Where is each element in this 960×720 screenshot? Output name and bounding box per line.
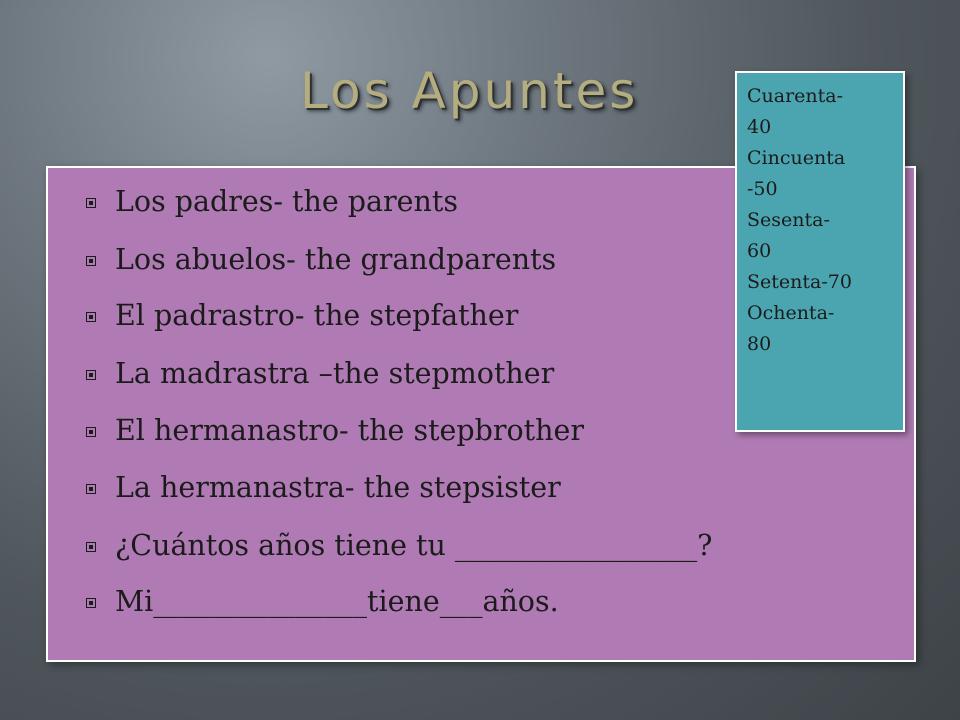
number-line: Cuarenta-: [747, 85, 844, 107]
vocabulary-item: [86, 176, 458, 226]
numbers-box: [735, 71, 905, 432]
square-bullet-icon: [86, 598, 96, 608]
vocabulary-item: [86, 520, 712, 570]
vocabulary-text: Mi_______________tiene___años.: [115, 584, 559, 618]
number-line: Ochenta-: [747, 302, 835, 324]
square-bullet-icon: [86, 427, 96, 437]
vocabulary-text: La hermanastra- the stepsister: [115, 470, 561, 504]
vocabulary-item: [86, 290, 518, 340]
square-bullet-icon: [86, 542, 96, 552]
number-line: Sesenta-: [747, 209, 830, 231]
slide-title: Los Apuntes: [300, 62, 639, 120]
vocabulary-item: [86, 348, 554, 398]
number-line: Cincuenta: [747, 147, 846, 169]
square-bullet-icon: [86, 312, 96, 322]
number-line: 40: [747, 116, 772, 138]
vocabulary-text: Los abuelos- the grandparents: [115, 242, 557, 276]
vocabulary-item: [86, 405, 584, 455]
vocabulary-text: El hermanastro- the stepbrother: [115, 413, 584, 447]
vocabulary-text: ¿Cuántos años tiene tu _________________?: [115, 528, 713, 562]
square-bullet-icon: [86, 198, 96, 208]
square-bullet-icon: [86, 370, 96, 380]
square-bullet-icon: [86, 256, 96, 266]
vocabulary-item: [86, 576, 559, 626]
number-line: 60: [747, 240, 772, 262]
square-bullet-icon: [86, 484, 96, 494]
vocabulary-text: El padrastro- the stepfather: [115, 298, 519, 332]
vocabulary-text: La madrastra –the stepmother: [115, 356, 555, 390]
vocabulary-item: [86, 462, 561, 512]
number-line: -50: [747, 178, 778, 200]
number-line: Setenta-70: [747, 271, 852, 293]
vocabulary-text: Los padres- the parents: [115, 184, 458, 218]
vocabulary-item: [86, 234, 556, 284]
number-line: 80: [747, 333, 772, 355]
